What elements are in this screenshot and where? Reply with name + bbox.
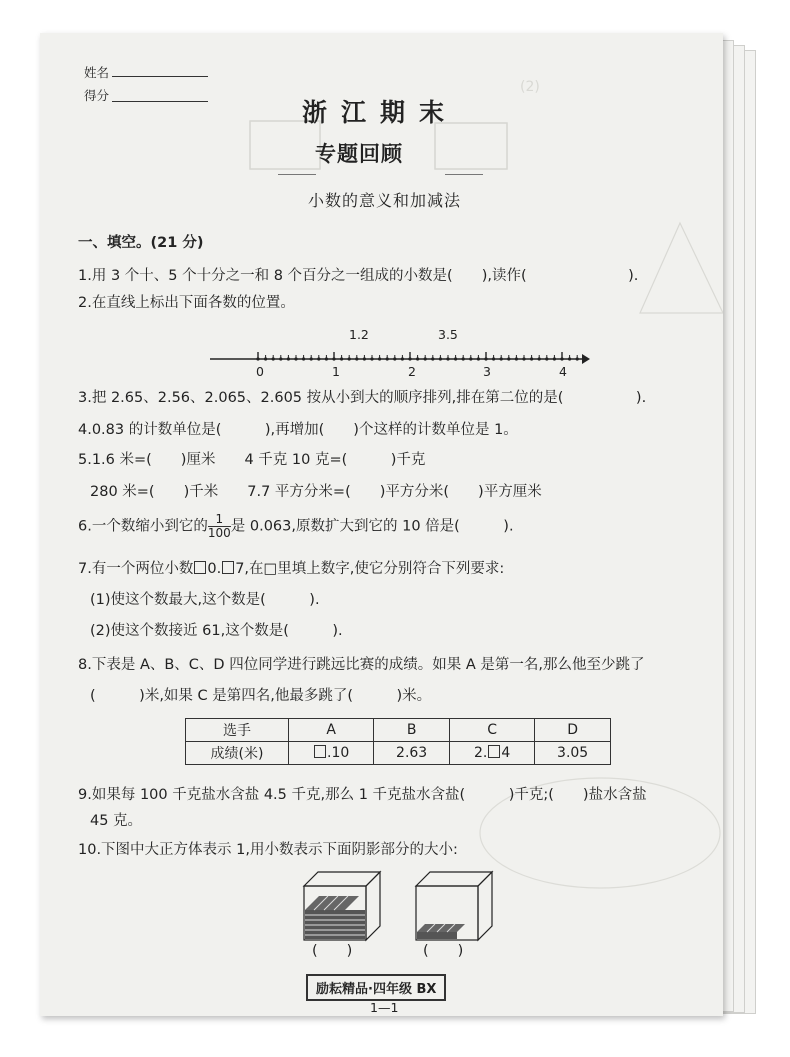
- question-7-suffix: 7,在□里填上数字,使它分别符合下列要求:: [235, 561, 505, 577]
- topic-heading: 小数的意义和加减法: [308, 191, 462, 210]
- numberline-dot: [302, 357, 305, 360]
- footer-brand: 励耘精品·四年级 BX: [306, 974, 446, 1001]
- numberline-dot: [500, 357, 503, 360]
- score-table: [185, 718, 611, 765]
- question-7-prefix: 7.有一个两位小数: [78, 561, 194, 577]
- numberline-dot: [264, 357, 267, 360]
- numberline-dot: [310, 357, 313, 360]
- bleed-through-decoration: (2): [520, 79, 694, 95]
- page-title: 浙江期末: [302, 98, 459, 127]
- numberline-label-1: 1.2: [349, 327, 369, 342]
- numberline-dot: [477, 357, 480, 360]
- numberline-tick-label-3: 3: [483, 364, 491, 379]
- numberline-dot: [454, 357, 457, 360]
- page-number: 1—1: [370, 1000, 399, 1015]
- numberline-dot: [560, 357, 563, 360]
- numberline-dot: [332, 357, 335, 360]
- numberline-dot: [401, 357, 404, 360]
- numberline-dot: [484, 357, 487, 360]
- numberline-dot: [538, 357, 541, 360]
- question-10: 10.下图中大正方体表示 1,用小数表示下面阴影部分的大小:: [78, 842, 458, 858]
- table-header-cell: C: [449, 719, 534, 742]
- numberline-tick-label-0: 0: [256, 364, 264, 379]
- blank-box[interactable]: [314, 745, 326, 758]
- cube-2-answer[interactable]: ( ): [423, 943, 464, 959]
- numberline-dot: [507, 357, 510, 360]
- number-line[interactable]: [210, 351, 590, 371]
- numberline-ticks: [256, 352, 578, 361]
- question-5b: 280 米=( )千米 7.7 平方分米=( )平方分米( )平方厘米: [90, 484, 542, 500]
- table-cell-a-value: .10: [327, 745, 350, 761]
- table-cell-b: 2.63: [374, 742, 450, 765]
- question-7: [78, 557, 504, 578]
- numberline-dot: [348, 357, 351, 360]
- fraction-numerator: 1: [208, 513, 231, 527]
- numberline-dot: [446, 357, 449, 360]
- question-6-suffix: 是 0.063,原数扩大到它的 10 倍是( ).: [230, 518, 514, 535]
- numberline-label-2: 3.5: [438, 327, 458, 342]
- question-6: [78, 513, 514, 540]
- table-cell-c-prefix: 2.: [473, 745, 488, 761]
- numberline-dot: [294, 357, 297, 360]
- numberline-tick-label-4: 4: [559, 364, 567, 379]
- fraction: [208, 513, 231, 540]
- numberline-dot: [340, 357, 343, 360]
- numberline-dot: [424, 357, 427, 360]
- numberline-dot: [568, 357, 571, 360]
- table-row-label: 成绩(米): [186, 742, 289, 765]
- shaded-strip: [417, 924, 465, 939]
- numberline-dot: [522, 357, 525, 360]
- section-heading: 一、填空。(21 分): [78, 235, 204, 251]
- table-cell-c-suffix: 4: [501, 745, 511, 761]
- numberline-dot: [469, 357, 472, 360]
- table-cell-d: 3.05: [535, 742, 611, 765]
- table-cell-a: [289, 742, 374, 765]
- numberline-dot: [279, 357, 282, 360]
- blank-box[interactable]: [194, 561, 206, 574]
- score-label: 得分: [84, 88, 110, 103]
- question-1: 1.用 3 个十、5 个十分之一和 8 个百分之一组成的小数是( ),读作( ).: [78, 268, 639, 284]
- page-subtitle: 专题回顾: [315, 142, 403, 166]
- question-9a: 9.如果每 100 千克盐水含盐 4.5 千克,那么 1 千克盐水含盐( )千克;( )盐水含盐: [78, 787, 647, 803]
- table-cell-c: [449, 742, 534, 765]
- blank-box[interactable]: [488, 745, 500, 758]
- numberline-dot: [393, 357, 396, 360]
- question-7-part-1: (1)使这个数最大,这个数是( ).: [90, 592, 320, 608]
- question-7-part-2: (2)使这个数接近 61,这个数是( ).: [90, 623, 343, 639]
- numberline-dot: [317, 357, 320, 360]
- table-header-cell: B: [374, 719, 450, 742]
- subtitle-right-rule: [445, 174, 483, 175]
- numberline-dot: [272, 357, 275, 360]
- numberline-dot: [408, 357, 411, 360]
- question-5a: 5.1.6 米=( )厘米 4 千克 10 克=( )千克: [78, 452, 426, 468]
- blank-box[interactable]: [222, 561, 234, 574]
- numberline-dot: [439, 357, 442, 360]
- question-9b: 45 克。: [90, 813, 143, 829]
- numberline-dot: [416, 357, 419, 360]
- table-header-cell: 选手: [186, 719, 289, 742]
- table-header-cell: A: [289, 719, 374, 742]
- numberline-dot: [492, 357, 495, 360]
- question-4: 4.0.83 的计数单位是( ),再增加( )个这样的计数单位是 1。: [78, 422, 518, 438]
- numberline-tick-label-2: 2: [408, 364, 416, 379]
- table-header-row: [186, 719, 611, 742]
- numberline-dot: [515, 357, 518, 360]
- question-7-mid: 0.: [207, 561, 222, 577]
- cube-1-answer[interactable]: ( ): [312, 943, 353, 959]
- numberline-dot: [287, 357, 290, 360]
- question-3: 3.把 2.65、2.56、2.065、2.605 按从小到大的顺序排列,排在第二位的是( ).: [78, 390, 647, 406]
- numberline-dot: [256, 357, 259, 360]
- name-label: 姓名: [84, 65, 110, 80]
- subtitle-left-rule: [278, 174, 316, 175]
- score-field[interactable]: [112, 101, 208, 102]
- question-8b: ( )米,如果 C 是第四名,他最多跳了( )米。: [90, 688, 432, 704]
- numberline-dot: [370, 357, 373, 360]
- question-8a: 8.下表是 A、B、C、D 四位同学进行跳远比赛的成绩。如果 A 是第一名,那么他至少跳了: [78, 657, 645, 673]
- numberline-dot: [431, 357, 434, 360]
- table-row: [186, 742, 611, 765]
- numberline-tick-label-1: 1: [332, 364, 340, 379]
- name-field[interactable]: [112, 76, 208, 77]
- numberline-dot: [545, 357, 548, 360]
- numberline-dot: [553, 357, 556, 360]
- numberline-dot: [355, 357, 358, 360]
- shaded-layers: [305, 896, 365, 939]
- numberline-dot: [386, 357, 389, 360]
- numberline-dot: [576, 357, 579, 360]
- fraction-denominator: 100: [207, 526, 231, 540]
- numberline-dot: [325, 357, 328, 360]
- numberline-dot: [530, 357, 533, 360]
- table-header-cell: D: [535, 719, 611, 742]
- worksheet-page: [40, 33, 723, 1016]
- numberline-dot: [462, 357, 465, 360]
- question-6-prefix: 6.一个数缩小到它的: [78, 518, 208, 535]
- numberline-dot: [378, 357, 381, 360]
- cube-figure-1: [302, 870, 384, 942]
- cube-figure-2: [414, 870, 496, 942]
- numberline-dot: [363, 357, 366, 360]
- question-2: 2.在直线上标出下面各数的位置。: [78, 295, 295, 311]
